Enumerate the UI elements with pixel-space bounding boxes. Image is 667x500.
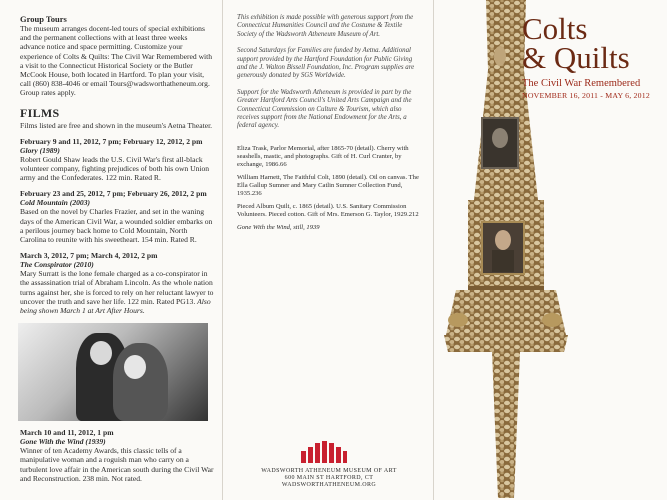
title-line-2: & Quilts [522,40,630,75]
support-text: Support for the Wadsworth Atheneum is provided in part by the Greater Hartford Arts Council's United Arts Campaign and the Connecticut Commission on Culture & Tourism, which also receives support from the National Endowment for the Arts, a federal agency. [237,88,412,130]
credit-item: Pieced Album Quilt, c. 1865 (detail). U.S. Sanitary Commission Volunteers. Pieced cotton. Gift of Mrs. Emerson G. Taylor, 1929.212 [237,202,419,218]
film-item-glory [20,137,214,183]
support-text: This exhibition is made possible with generous support from the Connecticut Humanities Council and the Costume & Textile Society of the Wadsworth Atheneum Museum of Art. [237,14,414,38]
title-line-1: Colts [522,11,588,46]
support-text: Second Saturdays for Families are funded by Aetna. Additional support provided by the Hartford Foundation for Public Giving and the J. Walton Bissell Foundation, Inc. Program supplies are generously donated by SGS Worldwide. [237,47,415,80]
exhibition-dates: NOVEMBER 16, 2011 - MAY 6, 2012 [522,91,650,100]
films-heading: FILMS [20,105,60,120]
film-item-gone-with-the-wind [20,428,214,483]
film-title: Gone With the Wind (1939) [20,437,106,447]
group-tours-text: The museum arranges docent-led tours of special exhibitions and the permanent collections with at least three weeks advance notice and space permitting. Customize your experience of Colts & Quilts: The Civil War Remembered with a visit to the Connecticut Historical Society or the Butler McCook House, both located in Hartford. To plan your visit, call (860) 838-4046 or email Tours@wadsworthatheneum.org. Group rates apply. [20,24,213,98]
film-desc: Winner of ten Academy Awards, this classic tells of a manipulative woman and a roguish man who carry on a turbulent love affair in the American south during the Civil War and Reconstruction. 238 min. Not rated. [20,446,214,483]
film-item-cold-mountain [20,189,214,244]
image-credits [237,145,421,232]
exhibition-subtitle: The Civil War Remembered [522,78,641,89]
credit-item-italic: Gone With the Wind, still, 1939 [237,223,320,231]
museum-info [237,468,421,490]
museum-address: 600 MAIN ST HARTFORD, CT [284,475,374,482]
film-note: Also being shown March 1 at Art After Hours. [20,296,211,316]
film-dates: February 23 and 25, 2012, 7 pm; February 26, 2012, 2 pm [20,189,207,199]
film-desc: Based on the novel by Charles Frazier, and set in the waning days of the American Civil War, a wounded soldier embarks on a perilous journey back home to Cold Mountain, North Carolina to reunite with his sweetheart. 154 min. Rated R. [20,207,213,245]
figure-woman [113,343,168,421]
film-dates: February 9 and 11, 2012, 7 pm; February 12, 2012, 2 pm [20,136,203,146]
credit-item: Eliza Trask, Parlor Memorial, after 1865-70 (detail). Cherry with seashells, mastic, and photographs. Gift of H. Curl Cranter, by exchange, 1986.66 [237,144,409,168]
credit-item [237,224,421,232]
credit-item: William Harnett, The Faithful Colt, 1890 (detail). Oil on canvas. The Ella Gallup Sumner and Mary Catlin Sumner Collection Fund, 1935.236 [237,173,419,197]
right-panel [434,0,667,500]
exhibition-title [522,11,662,75]
film-dates: March 3, 2012, 7 pm; March 4, 2012, 2 pm [20,251,158,261]
films-intro: Films listed are free and shown in the museum's Aetna Theater. [20,120,213,130]
film-desc: Robert Gould Shaw leads the U.S. Civil War's first all-black volunteer company, fighting prejudices of both his own Union army and the Confederates. 122 min. Rated R. [20,154,210,183]
museum-name: WADSWORTH ATHENEUM MUSEUM OF ART [261,468,397,474]
museum-website: WADSWORTHATHENEUM.ORG [281,482,377,489]
exhibition-title-block [522,11,662,100]
museum-logo-icon [301,441,347,463]
middle-panel [222,0,434,500]
film-dates: March 10 and 11, 2012, 1 pm [20,428,114,438]
film-title: Cold Mountain (2003) [20,198,91,208]
film-desc-text: Mary Surratt is the lone female charged as a co-conspirator in the assassination trial of Abraham Lincoln. As the whole nation turns against her, she is forced to rely on her reluctant lawyer to uncover the truth and save her life. 122 min. Rated PG13. [20,269,214,306]
group-tours-heading: Group Tours [20,14,67,24]
film-title: Glory (1989) [20,145,60,155]
gone-with-the-wind-still-image [18,323,208,421]
film-title: The Conspirator (2010) [20,260,94,270]
film-desc [20,269,214,315]
film-item-conspirator [20,251,214,315]
left-panel [0,0,222,500]
